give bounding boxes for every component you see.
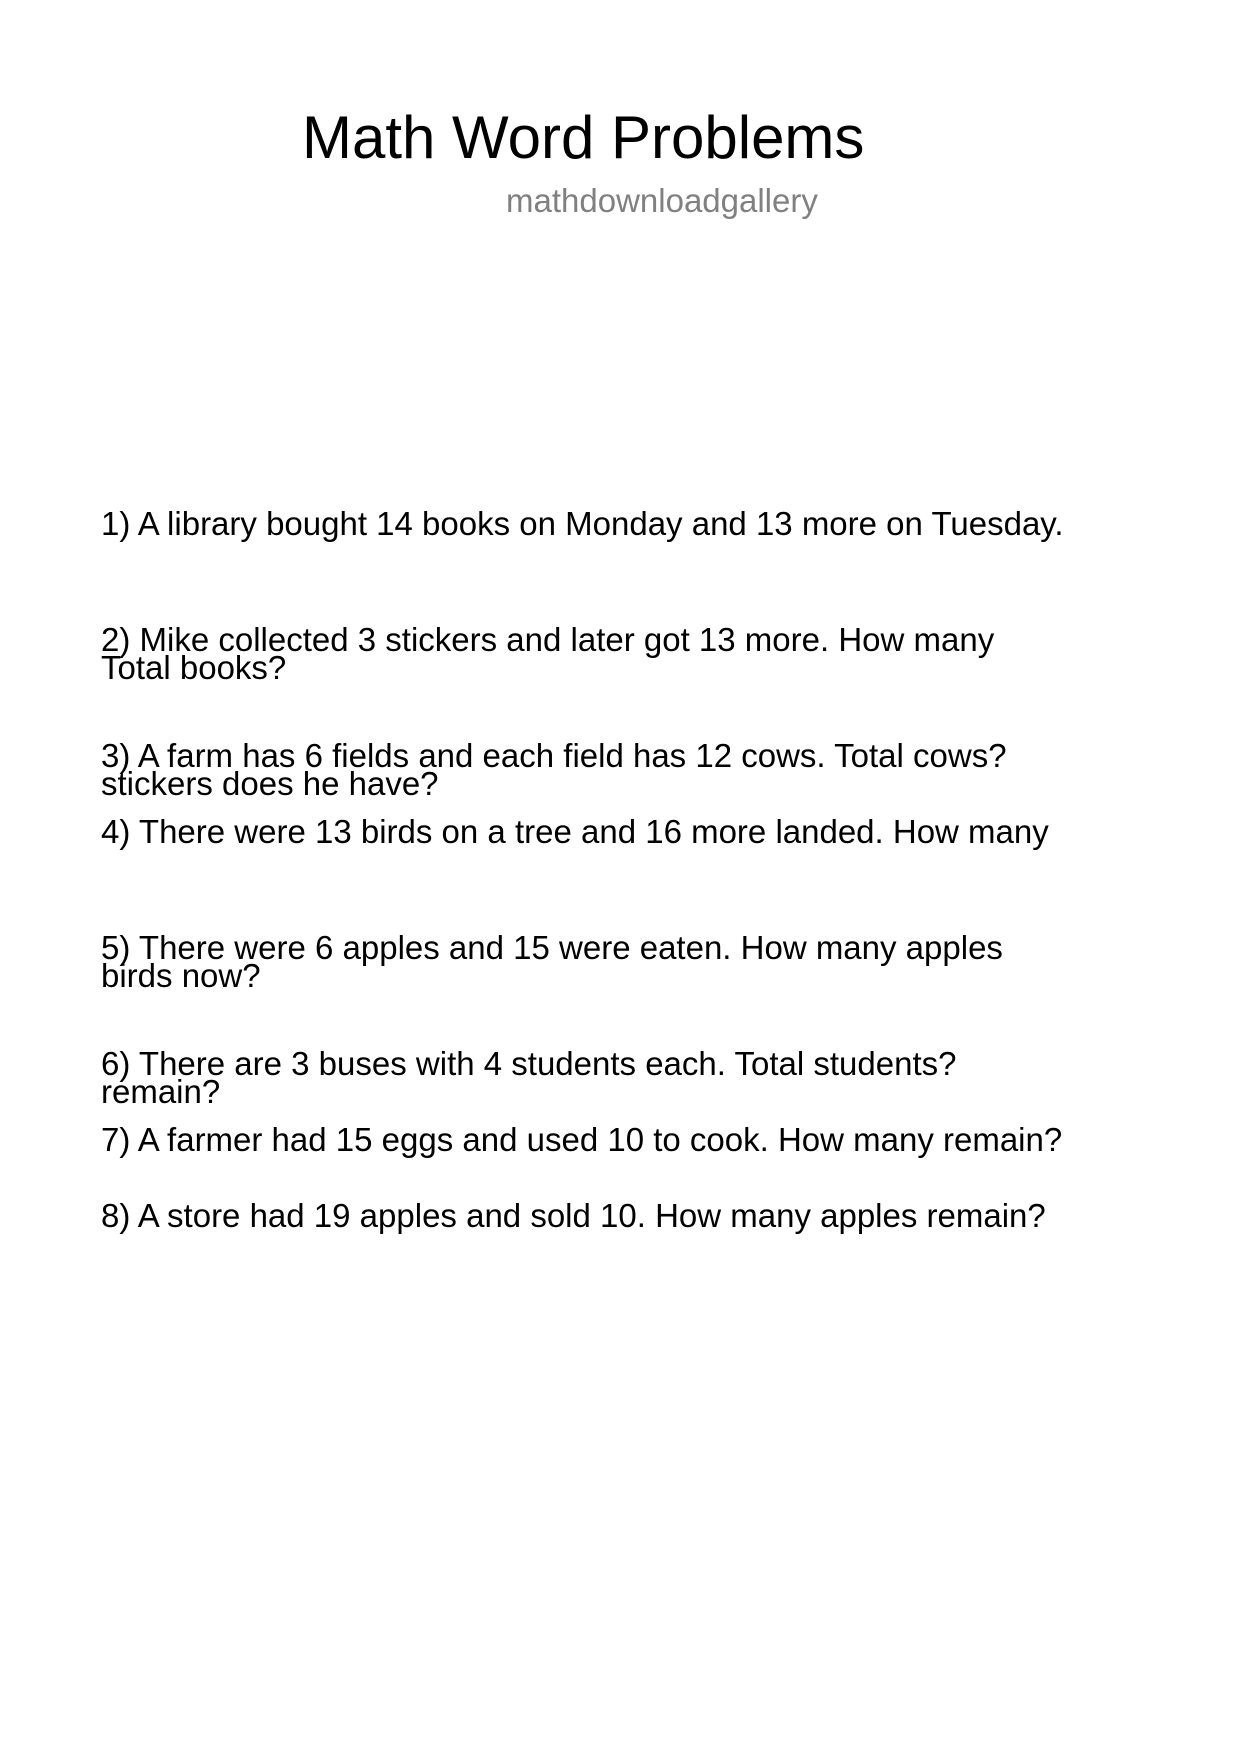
problem-line: 6) There are 3 buses with 4 students each. Total students?: [101, 1045, 957, 1082]
problem-line: stickers does he have?: [101, 765, 439, 802]
problem-line: Total books?: [101, 649, 287, 686]
problem-line: 4) There were 13 birds on a tree and 16 more landed. How many: [101, 813, 1049, 850]
problem-8: [101, 1096, 1181, 1336]
problem-line: 5) There were 6 apples and 15 were eaten. How many apples: [101, 929, 1003, 966]
problem-line: 2) Mike collected 3 stickers and later got 13 more. How many: [101, 621, 995, 658]
problem-line: 7) A farmer had 15 eggs and used 10 to cook. How many remain?: [101, 1121, 1063, 1158]
problem-line: 1) A library bought 14 books on Monday and 13 more on Tuesday.: [101, 505, 1064, 542]
problem-line: 8) A store had 19 apples and sold 10. How many apples remain?: [101, 1197, 1046, 1234]
page-subtitle: mathdownloadgallery: [506, 182, 818, 219]
problem-line: 3) A farm has 6 fields and each field has 12 cows. Total cows?: [101, 737, 1007, 774]
page-title: Math Word Problems: [302, 104, 865, 171]
problem-line: remain?: [101, 1073, 221, 1110]
problem-line: birds now?: [101, 957, 261, 994]
